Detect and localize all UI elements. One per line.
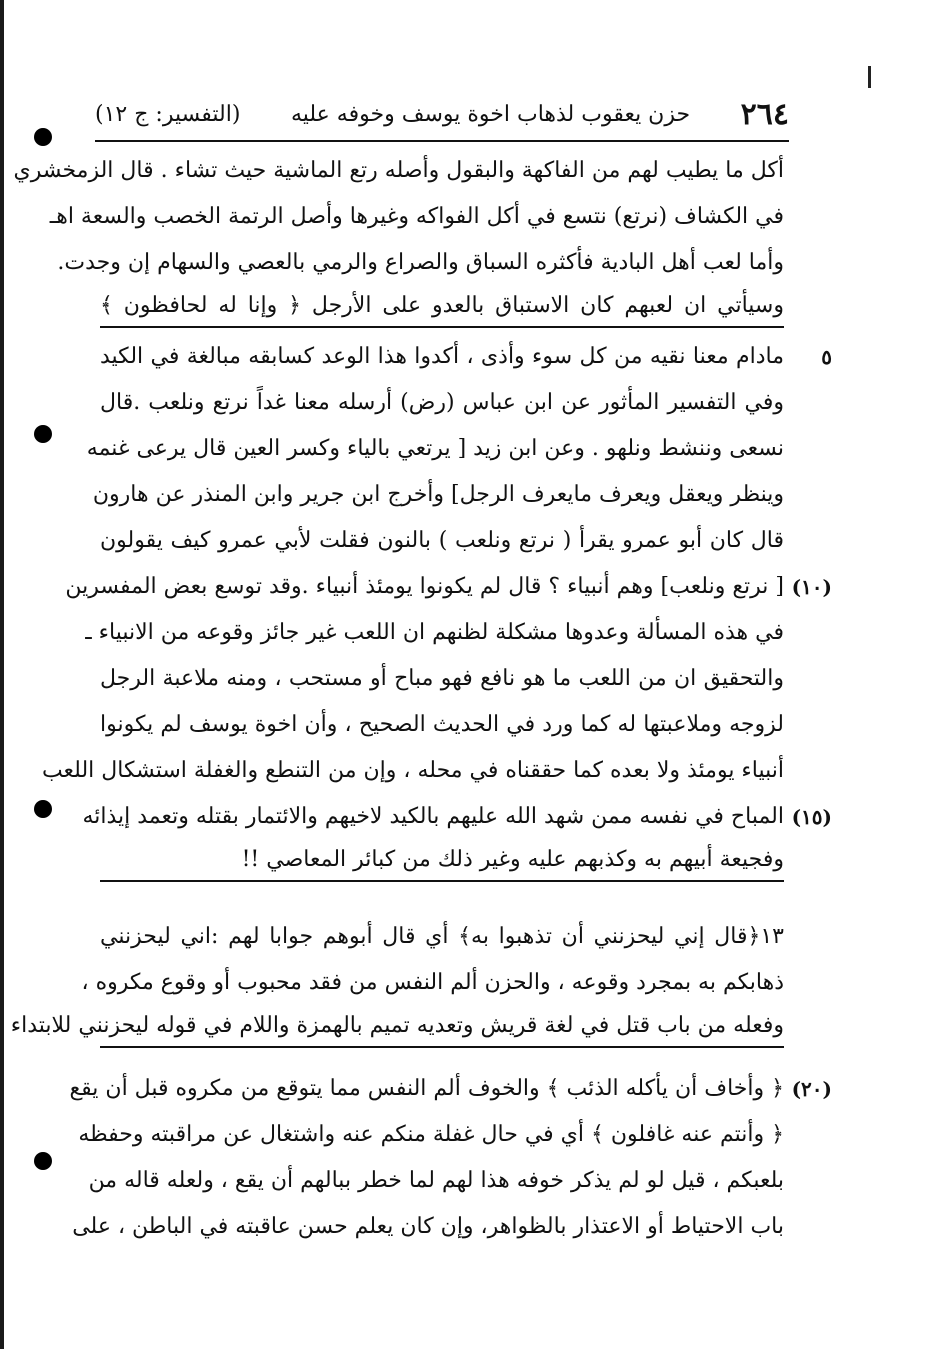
text-line: وفي التفسير المأثور عن ابن عباس (رض) أرسله معنا غداً نرتع ونلعب .قال [100,390,784,415]
scan-edge-line [0,0,4,1349]
text-line: وفعله من باب قتل في لغة قريش وتعديه تميم بالهمزة واللام في قوله ليحزنني للابتداء [100,1006,784,1048]
line-marker: ٥ [821,345,832,369]
text-line: وينظر ويعقل ويعرف مايعرف الرجل] وأخرج ابن جرير وابن المنذر عن هارون [92,482,784,507]
text-line: في الكشاف (نرتع) نتسع في أكل الفواكه وغيرها وأصل الرتمة الخصب والسعة اهـ [49,204,784,229]
punch-hole [34,800,52,818]
text-line: ﴿ وأنتم عنه غافلون ﴾ أي في حال غفلة منكم عنه واشتغال عن مراقبته وحفظه [78,1122,784,1147]
page-number: ٢٦٤ [740,96,789,132]
body-text [10,148,832,1250]
spacer [100,888,784,914]
text-line: ١٣﴿قال إني ليحزنني أن تذهبوا به﴾ أي قال أبوهم جوابا لهم :اني ليحزنني [100,924,784,949]
text-line: لزوجه وملاعبتها له كما ورد في الحديث الصحيح ، وأن اخوة يوسف لم يكونوا [100,712,784,737]
volume-tag: (التفسير: ج ١٢) [95,101,241,127]
running-title: حزن يعقوب لذهاب اخوة يوسف وخوفه عليه [290,101,691,127]
text-line [69,1066,832,1112]
text-line: أكل ما يطيب لهم من الفاكهة والبقول وأصله رتع الماشية حيث تشاء . قال الزمخشري [13,158,784,183]
punch-hole [34,1152,52,1170]
punch-hole [34,128,52,146]
text-line: والتحقيق ان من اللعب ما هو نافع فهو مباح أو مستحب ، ومنه ملاعبة الرجل [100,666,784,691]
line-marker: (١٥) [791,805,832,829]
text-line: وفجيعة أبيهم به وكذبهم عليه وغير ذلك من كبائر المعاصي !! [100,840,784,882]
line-text: المباح في نفسه ممن شهد الله عليهم بالكيد لاخيهم والائتمار بقتله وتعمد إيذائه [82,804,784,829]
text-line: وسيأتي ان لعبهم كان الاستباق بالعدو على الأرجل ﴿ وإنا له لحافظون ﴾ [100,286,784,328]
spacer [100,1054,784,1066]
text-line [65,564,832,610]
line-text: [ نرتع ونلعب] وهم أنبياء ؟ قال لم يكونوا يومئذ أنبياء .وقد توسع بعض المفسرين [65,574,784,599]
line-marker: (١٠) [791,575,832,599]
punch-hole [34,425,52,443]
text-line: نسعى وننشط ونلهو . وعن ابن زيد [ يرتعي بالياء وكسر العين قال يرعى غنمه [86,436,784,461]
scan-mark [868,66,871,88]
line-text: مادام معنا نقيه من كل سوء وأذى ، أكدوا هذا الوعد كسابقه مبالغة في الكيد [100,344,784,369]
text-line: قال كان أبو عمرو يقرأ ( نرتع ونلعب ) بالنون فقلت لأبي عمرو كيف يقولون [100,528,784,553]
text-line: ذهابكم به بمجرد وقوعه ، والحزن ألم النفس من فقد محبوب أو وقوع مكروه ، [81,970,784,995]
line-marker: (٢٠) [791,1077,832,1101]
text-line: أنبياء يومئذ ولا بعده كما حققناه في محله ، وإن من التنطع والغفلة استشكال اللعب [41,758,784,783]
page-header [95,88,789,142]
text-line: باب الاحتياط أو الاعتذار بالظواهر، وإن كان يعلم حسن عاقبته في الباطن ، على [72,1214,784,1239]
text-line: بلعبكم ، قيل لو لم يذكر خوفه هذا لهم لما خطر ببالهم أن يقع ، ولعله قاله من [88,1168,784,1193]
text-line [82,794,832,840]
text-line: في هذه المسألة وعدوها مشكلة لظنهم ان اللعب غير جائز وقوعه من الانبياء ـ [85,620,784,645]
line-text: ﴿ وأخاف أن يأكله الذئب ﴾ والخوف ألم النفس مما يتوقع من مكروه قبل أن يقع [69,1076,784,1101]
text-line [100,334,832,380]
text-line: وأما لعب أهل البادية فأكثره السباق والصراع والرمي بالعصي والسهام إن وجدت. [57,250,784,275]
